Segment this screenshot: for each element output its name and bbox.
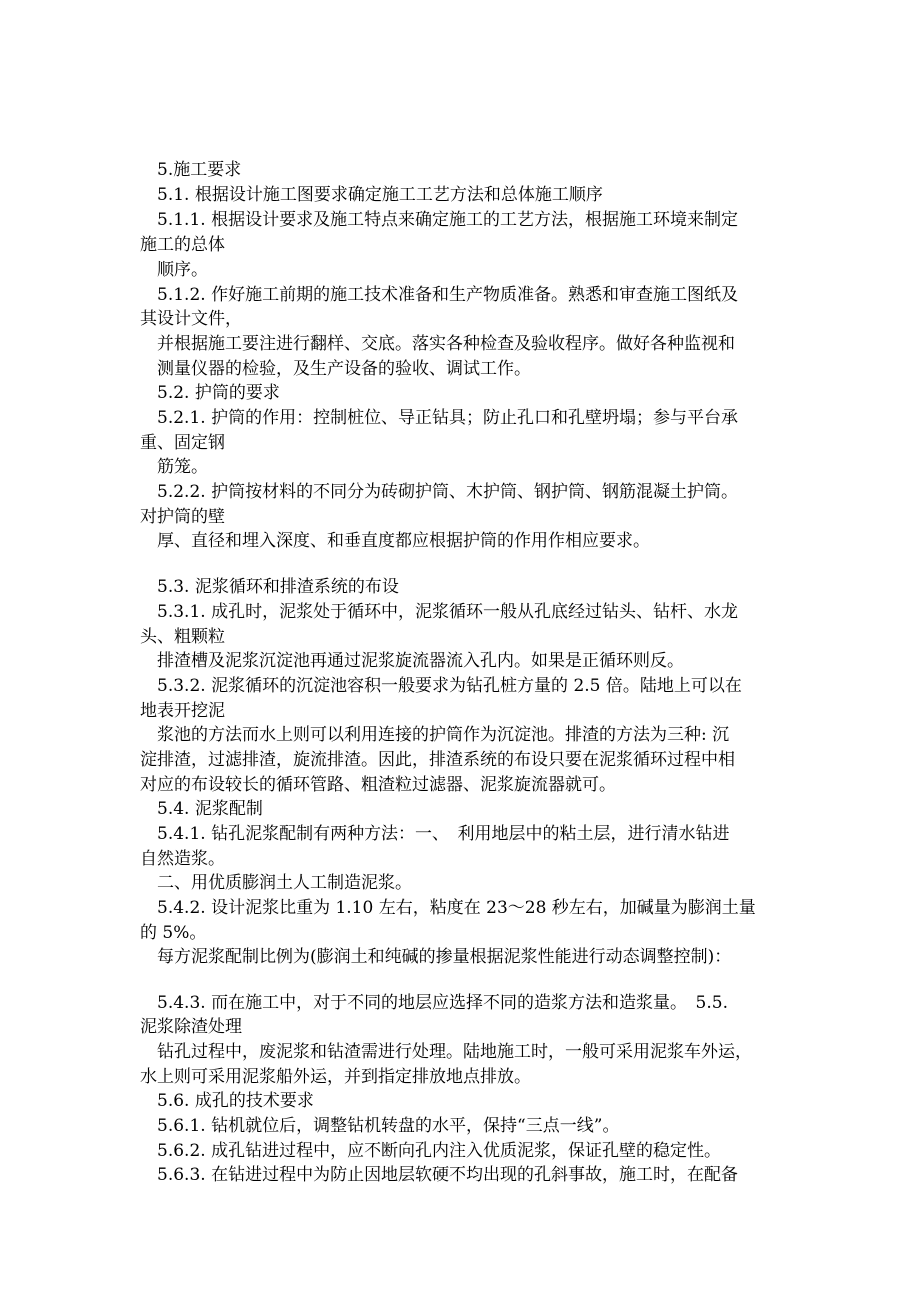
text-line: 5.3. 泥浆循环和排渣系统的布设 [140,577,399,597]
text-line: 5.4.2. 设计泥浆比重为 1.10 左右，粘度在 23～28 秒左右，加碱量为膨润土量 [140,898,756,918]
text-line: 重、固定钢 [140,433,225,453]
text-line: 二、用优质膨润土人工制造泥浆。 [140,873,412,893]
text-line: 5.2. 护筒的要求 [140,383,280,403]
text-line: 5.1.2. 作好施工前期的施工技术准备和生产物质准备。熟悉和审查施工图纸及 [140,285,739,305]
text-line: 5.1. 根据设计施工图要求确定施工工艺方法和总体施工顺序 [140,185,603,205]
text-line: 5.3.2. 泥浆循环的沉淀池容积一般要求为钻孔桩方量的 2.5 倍。陆地上可以在 [140,676,742,696]
text-line: 自然造浆。 [140,849,225,869]
text-line: 厚、直径和埋入深度、和垂直度都应根据护筒的作用作相应要求。 [140,531,650,551]
text-line: 其设计文件， [140,309,242,329]
text-line: 地表开挖泥 [140,701,225,721]
text-line: 5.6. 成孔的技术要求 [140,1091,314,1111]
text-line: 施工的总体 [140,235,225,255]
text-line: 的 5%。 [140,923,207,943]
text-line: 钻孔过程中，废泥浆和钻渣需进行处理。陆地施工时，一般可采用泥浆车外运， [140,1042,752,1062]
text-line: 筋笼。 [140,457,208,477]
text-line: 对应的布设较长的循环管路、粗渣粒过滤器、泥浆旋流器就可。 [140,775,616,795]
text-line: 顺序。 [140,260,208,280]
text-line: 浆池的方法而水上则可以利用连接的护筒作为沉淀池。排渣的方法为三种: 沉 [140,725,730,745]
text-line: 5.3.1. 成孔时，泥浆处于循环中，泥浆循环一般从孔底经过钻头、钻杆、水龙 [140,602,739,622]
text-line: 头、粗颗粒 [140,627,225,647]
text-line: 泥浆除渣处理 [140,1017,242,1037]
text-line: 5.4. 泥浆配制 [140,799,263,819]
text-line: 5.1.1. 根据设计要求及施工特点来确定施工的工艺方法，根据施工环境来制定 [140,210,739,230]
text-line: 每方泥浆配制比例为(膨润土和纯碱的掺量根据泥浆性能进行动态调整控制)： [140,947,732,967]
text-line: 5.6.2. 成孔钻进过程中，应不断向孔内注入优质泥浆，保证孔壁的稳定性。 [140,1141,722,1161]
text-line: 5.2.2. 护筒按材料的不同分为砖砌护筒、木护筒、钢护筒、钢筋混凝土护筒。 [140,482,739,502]
text-line: 水上则可采用泥浆船外运，并到指定排放地点排放。 [140,1067,531,1087]
text-line: 对护筒的壁 [140,507,225,527]
text-line: 排渣槽及泥浆沉淀池再通过泥浆旋流器流入孔内。如果是正循环则反。 [140,651,684,671]
text-line: 淀排渣，过滤排渣，旋流排渣。因此，排渣系统的布设只要在泥浆循环过程中相 [140,750,735,770]
text-line: 5.施工要求 [140,160,242,180]
text-line: 5.4.3. 而在施工中，对于不同的地层应选择不同的造浆方法和造浆量。 5.5. [140,993,729,1013]
text-line: 5.2.1. 护筒的作用：控制桩位、导正钻具；防止孔口和孔壁坍塌；参与平台承 [140,408,739,428]
text-line: 5.4.1. 钻孔泥浆配制有两种方法：一、 利用地层中的粘土层，进行清水钻进 [140,824,730,844]
text-line: 并根据施工要注进行翻样、交底。落实各种检查及验收程序。做好各种监视和 [140,334,735,354]
text-line: 测量仪器的检验，及生产设备的验收、调试工作。 [140,359,531,379]
text-line: 5.6.1. 钻机就位后，调整钻机转盘的水平，保持“三点一线”。 [140,1116,620,1136]
text-line: 5.6.3. 在钻进过程中为防止因地层软硬不均出现的孔斜事故，施工时，在配备 [140,1165,739,1185]
